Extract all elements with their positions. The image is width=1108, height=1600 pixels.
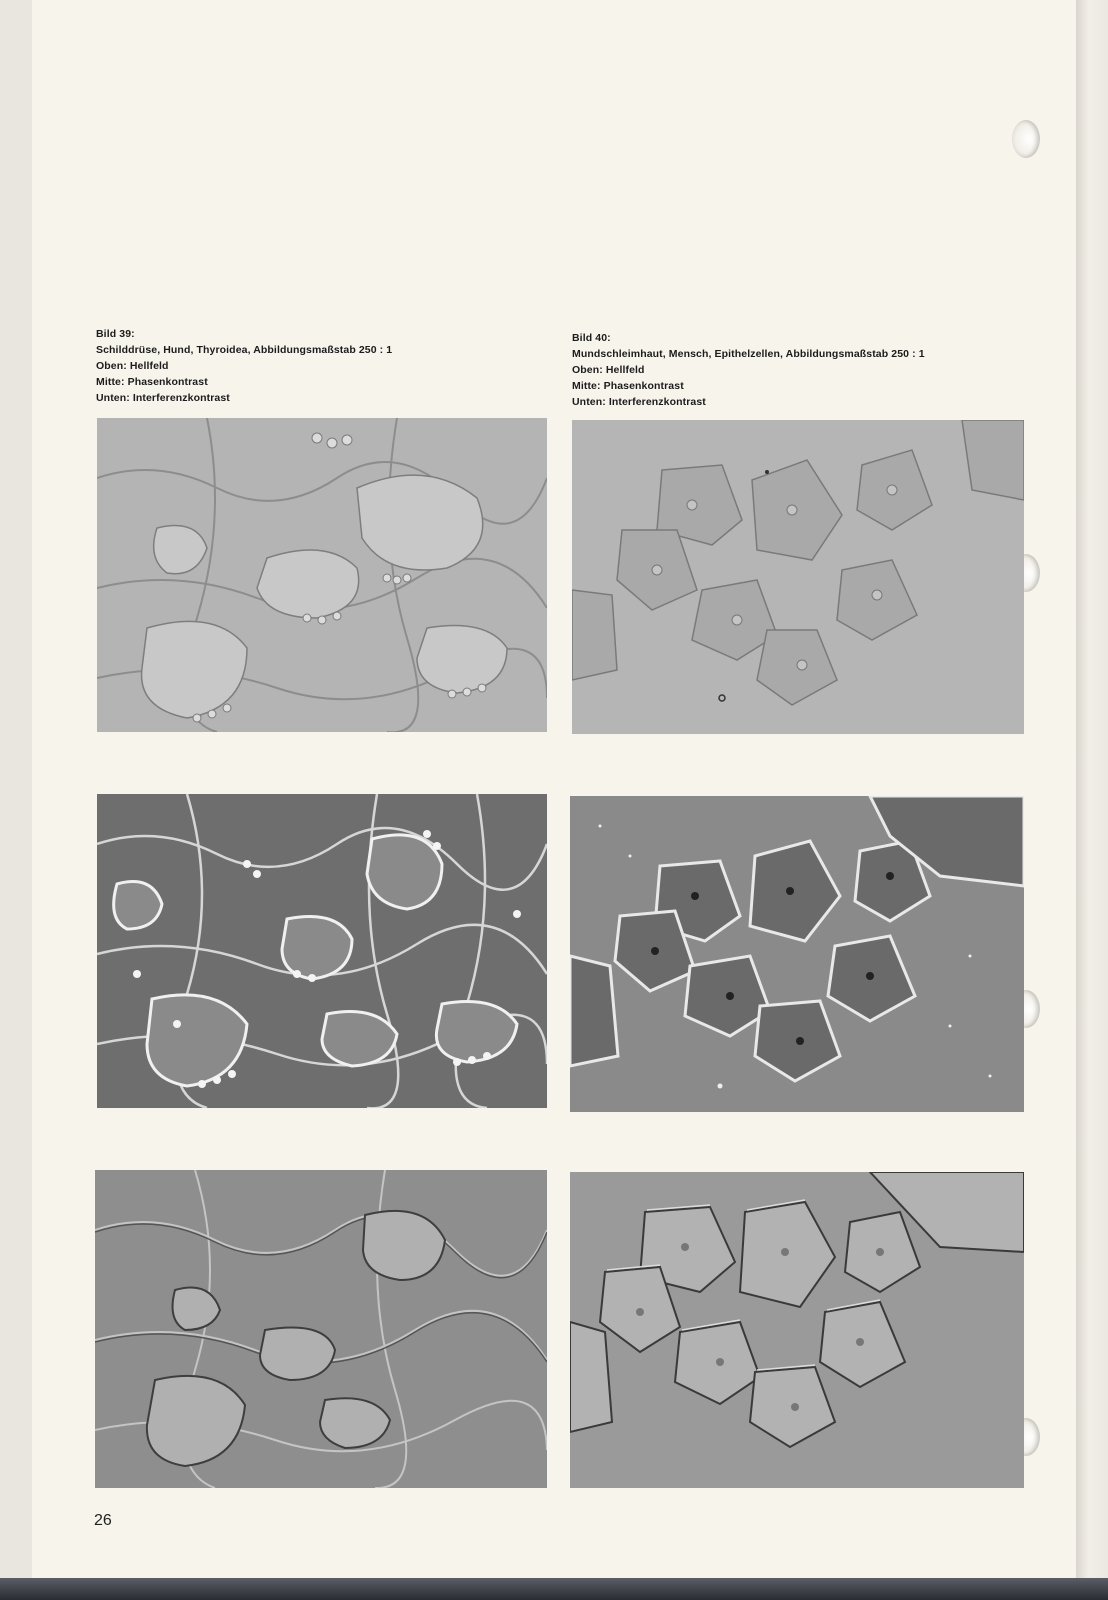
caption-middle: Mitte: Phasenkontrast — [96, 376, 208, 388]
thyroid-interference-contrast-photo — [95, 1170, 547, 1488]
page-number: 26 — [94, 1512, 112, 1529]
caption-top: Oben: Hellfeld — [572, 364, 645, 376]
scanner-bottom-bar — [0, 1578, 1108, 1600]
caption-bild-40 — [572, 330, 925, 410]
caption-title: Bild 39: — [96, 328, 135, 340]
thyroid-phase-contrast-photo — [97, 794, 547, 1108]
caption-bottom: Unten: Interferenzkontrast — [96, 392, 230, 404]
mucosa-phase-contrast-photo — [570, 796, 1024, 1112]
mucosa-brightfield-photo — [572, 420, 1024, 734]
page-edge-shadow — [1076, 0, 1108, 1578]
caption-top: Oben: Hellfeld — [96, 360, 169, 372]
caption-subject: Schilddrüse, Hund, Thyroidea, Abbildungsmaßstab 250 : 1 — [96, 344, 393, 356]
mucosa-interference-contrast-photo — [570, 1172, 1024, 1488]
caption-title: Bild 40: — [572, 332, 611, 344]
caption-bottom: Unten: Interferenzkontrast — [572, 396, 706, 408]
thyroid-brightfield-photo — [97, 418, 547, 732]
caption-subject: Mundschleimhaut, Mensch, Epithelzellen, Abbildungsmaßstab 250 : 1 — [572, 348, 925, 360]
binder-hole — [1012, 120, 1040, 158]
caption-bild-39 — [96, 326, 392, 406]
caption-middle: Mitte: Phasenkontrast — [572, 380, 684, 392]
